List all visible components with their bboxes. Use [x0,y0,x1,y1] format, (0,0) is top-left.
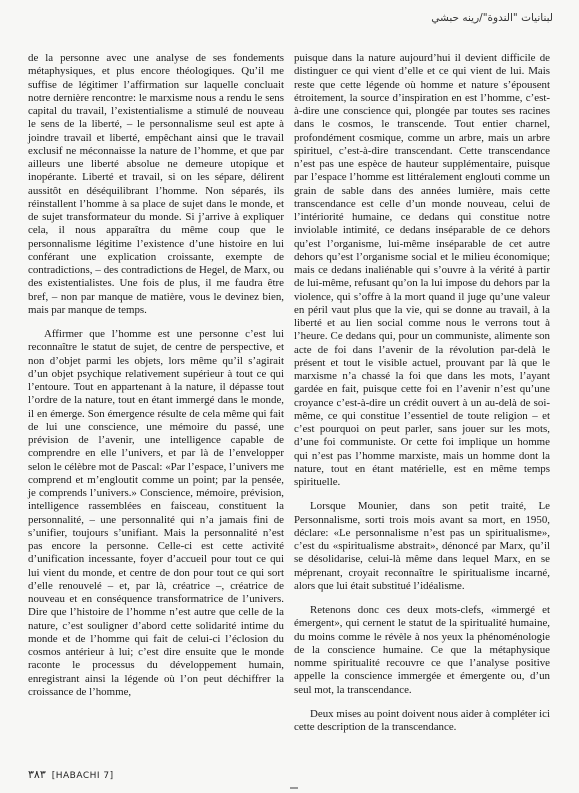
paragraph: puisque dans la nature aujourd’hui il devient difficile de distinguer ce qui vient d’elle et ce qui vient de lui. Mais reste que cette légende où homme et nature s’épousent étroitement, la source d’inspiration en est l’homme, c’est-à-dire une conscience qui, plongée par toutes ses racines dans le cosmos, le transcende. Tout entier charnel, profondément cosmique, comme un arbre, mais un arbre spirituel, c’est-à-dire transcendant. Cette transcendance n’est pas une espèce de hauteur supplémentaire, puisque par l’espace l’homme est littéralement englouti comme un grain de sable dans des années lumière, mais cette transcendance est celle d’un monde nouveau, celui de l’intériorité humaine, ce dedans qui constitue notre inviolable intimité, ce dedans inséparable de ce dehors qu’est l’organisme, lui-même inséparable de cet autre dehors qu’est l’organisme social et le milieu économique; mais ce dedans inaliénable qui s’ouvre à la vérité à partir de lui-même, refusant qu’on la lui impose du dehors par la violence, qui s’offre à la mort quand il juge qu’une valeur en péril vaut plus que la vie, qui se donne au travail, à la liberté et au lien social comme nous le verrons tout à l’heure. Ce dedans qui, pour un communiste, alimente son acte de foi dans l’avenir de la révolution par-delà le présent et tout le visible actuel, prouvant par là que le marxisme n’a chassé la foi que dans les mots, l’ayant gardée en fait, puisque cette foi en l’avenir n’est qu’une croyance c’est-à-dire un crédit ouvert à un au-delà de soi-même, ce qui constitue l’essentiel de toute religion – et c’est pourquoi on peut parler, sans jouer sur les mots, d’une foi communiste. Or cette foi implique un homme qui n’est pas l’homme marxiste, mais un homme dont la nature, tout en étant matérielle, est en même temps spirituelle. [294,52,550,488]
paragraph: de la personne avec une analyse de ses fondements métaphysiques, et plus encore théologiques. Qu’il me suffise de légitimer l’affirmation sur laquelle concluait notre dernière rencontre: le marxisme nous a rendu le sens capital du travail, l’existentialisme a stimulé de nouveau le sens de la liberté, – le personnalisme seul est apte à joindre travail et liberté, empêchant ainsi que le travail exclusif ne méconnaisse la nature de l’homme, et que par ailleurs une liberté absolue ne demeure utopique et inopérante. Liberté et travail, si on les sépare, délirent aussitôt en déséquilibrant l’homme. Non séparés, ils réinstallent l’homme à sa place de sujet dans le monde, et de sujet transformateur du monde. Si j’arrive à expliquer cela, il nous apparaîtra du même coup que le personnalisme légitime l’existence d’une histoire en lui conférant une explication croissante, exempte de contradictions, – des contradictions de Hegel, de Marx, ou des existentialistes. Une fois de plus, il me faudra être bref, – non par manque de matière, vous le devinez bien, mais par manque de temps. [28,52,284,316]
left-column [28,52,284,699]
bottom-mark [290,787,298,789]
page-footer [28,768,114,781]
page-number: ٣٨٣ [28,768,46,781]
footer-label: [HABACHI 7] [51,771,114,781]
paragraph: Lorsque Mounier, dans son petit traité, Le Personnalisme, sorti trois mois avant sa mort, en 1950, déclare: «Le personnalisme n’est pas un spiritualisme», c’est du «spiritualisme abstrait», dénoncé par Marx, qu’il se désolidarise, celui-là même dans lequel Marx, en se méprenant, croyait reconnaître le spiritualisme incarné, alors que lui était substitué l’idéalisme. [294,500,550,592]
paragraph: Retenons donc ces deux mots-clefs, «immergé et émergent», qui cernent le statut de la spiritualité humaine, du moins comme le révèle à nos yeux la phénoménologie de la conscience humaine. Ce que la métaphysique nomme spiritualité recouvre ce que l’analyse positive appelle la conscience immergée et émergente ou, d’un seul mot, la transcendance. [294,604,550,696]
paragraph: Affirmer que l’homme est une personne c’est lui reconnaître le statut de sujet, de centre de perspective, et non d’objet parmi les objets, lors même qu’il s’agirait d’un objet psychique relativement supérieur à tout ce qui l’entoure. Tout en appartenant à la nature, il dépasse tout l’ordre de la nature, tout en étant immergé dans le monde, il en émerge. Son émergence résulte de cela même qui fait de lui une conscience, une mémoire du passé, une prévision de l’avenir, une intelligence capable de comprendre en elle l’univers, et par là de l’envelopper selon le célèbre mot de Pascal: «Par l’espace, l’univers me comprend et m’engloutit comme un point; par la pensée, je comprends l’univers.» Conscience, mémoire, prévision, intelligence rassemblées en faisceau, constituent la personnalité, – une personnalité qui n’a jamais fini de s’unifier, toujours s’unifiant. Mais la personnalité n’est pas encore la personne. Celle-ci est cette activité d’unification incessante, foyer d’accueil pour tout ce qui lui vient du monde, et centre de don pour tout ce qui sort d’elle renouvelé – et, par là, créatrice –, créatrice de nouveau et en conséquence transformatrice de l’univers. Dire que l’histoire de l’homme n’est autre que celle de la nature, c’est souligner d’abord cette solidarité intime du monde et de l’homme qui fait de celui-ci l’éclosion du cosmos antérieur à lui; c’est dire ensuite que le monde raconte le processus du développement humain, enregistrant ainsi la légende où l’on peut déchiffrer la croissance de l’homme, [28,328,284,698]
right-column [294,52,550,734]
running-header: لبنانيات "الندوة"/رينه حبشي [431,12,553,24]
paragraph: Deux mises au point doivent nous aider à compléter ici cette description de la transcendance. [294,707,550,733]
